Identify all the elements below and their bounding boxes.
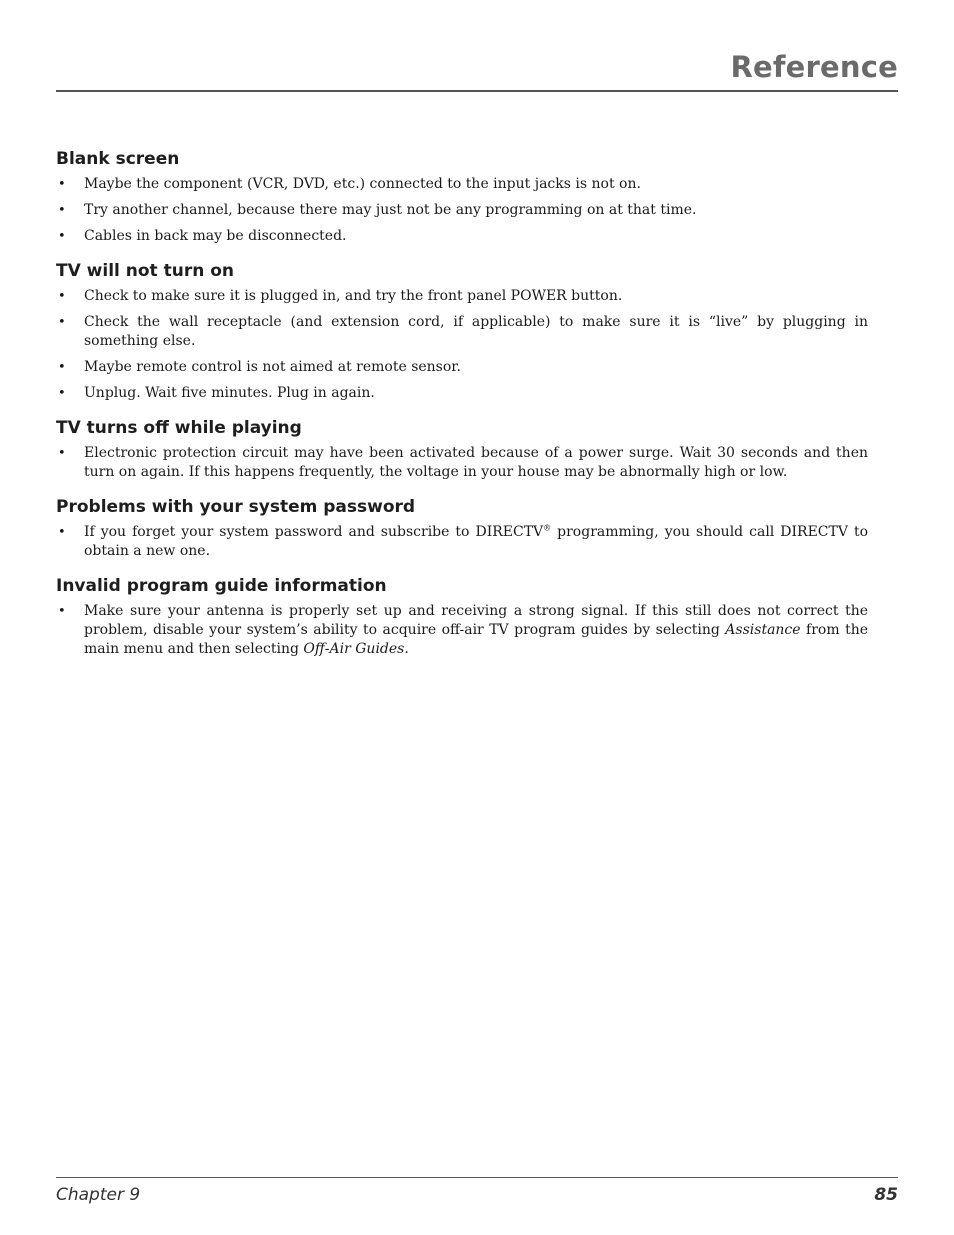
list-item-text: programming, you should call DIRECTV to obtain a new one. — [84, 524, 868, 559]
list-item: • Try another channel, because there may just not be any programming on at that time. — [56, 201, 868, 220]
list-item — [56, 602, 868, 659]
list-item: • Check to make sure it is plugged in, and try the front panel POWER button. — [56, 287, 868, 306]
list-item: • Unplug. Wait five minutes. Plug in again. — [56, 384, 868, 403]
list-item-text: If you forget your system password and subscribe to DIRECTV — [84, 524, 544, 540]
section-system-password — [56, 496, 868, 561]
page-number: 85 — [874, 1185, 898, 1205]
section-heading: TV turns off while playing — [56, 418, 302, 438]
list-item-text: from the main menu and then selecting — [84, 622, 869, 657]
list-item: • Maybe the component (VCR, DVD, etc.) connected to the input jacks is not on. — [56, 175, 868, 194]
footer-chapter: Chapter 9 — [56, 1185, 141, 1205]
bullet-list — [56, 287, 868, 403]
list-item — [56, 523, 868, 561]
page-header — [56, 44, 898, 92]
list-item: • Maybe remote control is not aimed at remote sensor. — [56, 358, 868, 377]
section-heading: Blank screen — [56, 149, 180, 169]
section-heading: TV will not turn on — [56, 261, 235, 281]
page-content — [56, 148, 868, 673]
section-program-guide — [56, 575, 868, 659]
page-footer — [56, 1177, 898, 1205]
menu-name-assistance: Assistance — [725, 622, 801, 638]
list-item-text: . — [404, 641, 409, 657]
section-blank-screen — [56, 148, 868, 246]
list-item-text: Make sure your antenna is properly set up and receiving a strong signal. If this still does not correct the problem, disable your system’s ability to acquire off-air TV program guides by selecting — [84, 603, 868, 638]
bullet-list — [56, 602, 868, 659]
list-item: • Check the wall receptacle (and extension cord, if applicable) to make sure it is “live” by plugging in something else. — [56, 313, 868, 351]
registered-mark: ® — [543, 523, 552, 533]
section-tv-turns-off — [56, 417, 868, 482]
list-item: • Electronic protection circuit may have been activated because of a power surge. Wait 30 seconds and then turn on again. If this happens frequently, the voltage in your house may be abnormally high or low. — [56, 444, 868, 482]
section-heading: Problems with your system password — [56, 497, 416, 517]
list-item: • Cables in back may be disconnected. — [56, 227, 868, 246]
menu-name-off-air-guides: Off-Air Guides — [303, 641, 405, 657]
section-heading: Invalid program guide information — [56, 576, 387, 596]
bullet-list — [56, 523, 868, 561]
page-title: Reference — [730, 50, 898, 84]
bullet-list — [56, 175, 868, 246]
section-tv-will-not-turn-on — [56, 260, 868, 403]
bullet-list — [56, 444, 868, 482]
